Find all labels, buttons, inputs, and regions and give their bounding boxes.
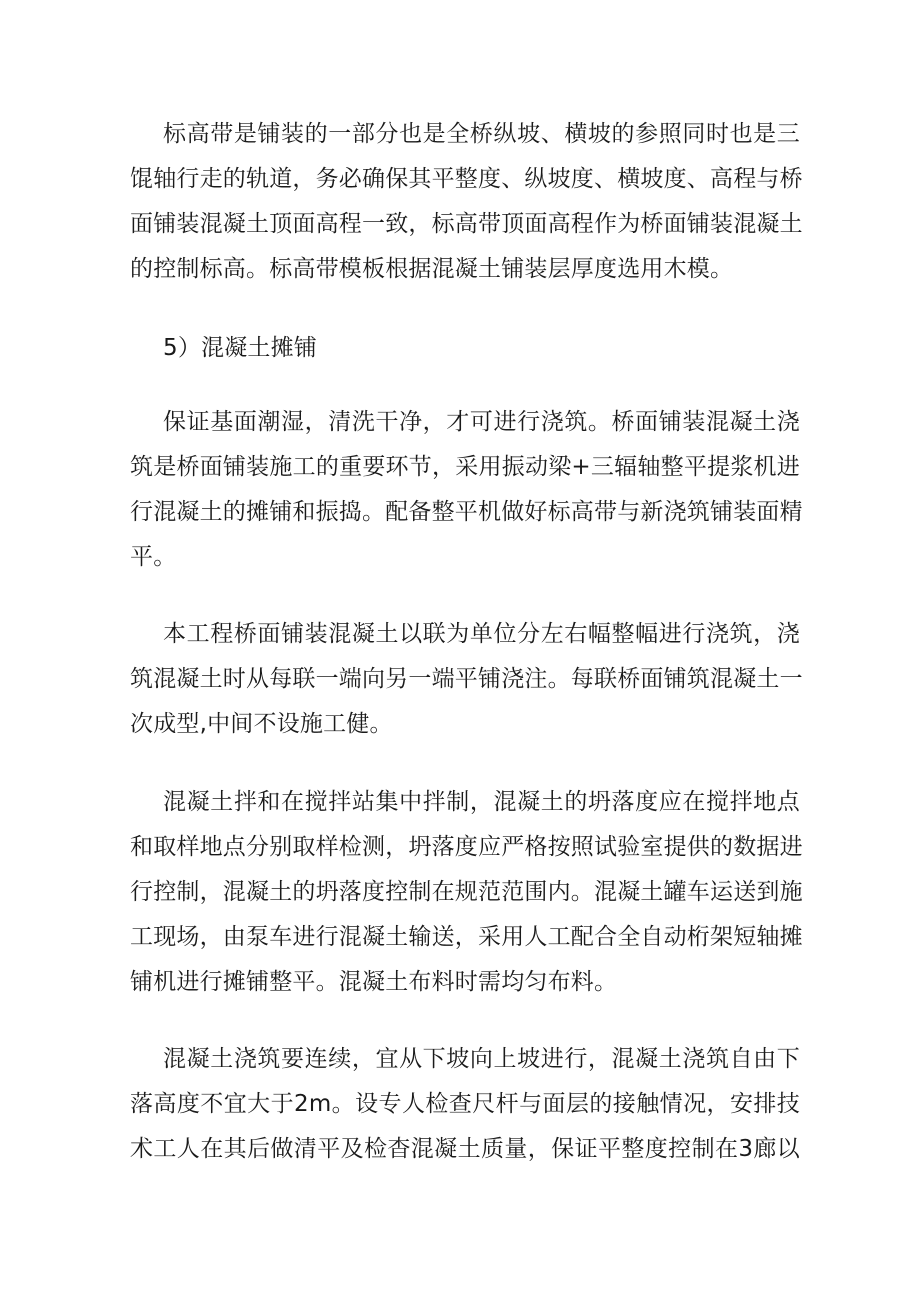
paragraph-4-line-1: 混凝土拌和在搅拌站集中拌制，混凝土的坍落度应在搅拌地点 (163, 789, 800, 815)
paragraph-3-line-2: 筑混凝土时从每联一端向另一端平铺浇注。每联桥面铺筑混凝土一 (130, 666, 803, 692)
section-heading: 5）混凝土摊铺 (163, 335, 318, 361)
paragraph-4-line-5: 铺机进行摊铺整平。混凝土布料时需均匀布料。 (130, 969, 618, 995)
paragraph-5-line-1: 混凝土浇筑要连续，宜从下坡向上坡进行，混凝土浇筑自由下 (163, 1046, 800, 1072)
paragraph-1-line-4: 的控制标高。标高带模板根据混凝土铺装层厚度选用木模。 (130, 256, 734, 282)
paragraph-4-line-4: 工现场，由泵车进行混凝土输送，采用人工配合全自动桁架短轴摊 (130, 924, 803, 950)
paragraph-4-line-3: 行控制，混凝土的坍落度控制在规范范围内。混凝土罐车运送到施 (130, 879, 803, 905)
paragraph-3-line-1: 本工程桥面铺装混凝土以联为单位分左右幅整幅进行浇筑，浇 (163, 621, 800, 647)
paragraph-1-line-3: 面铺装混凝土顶面高程一致，标高带顶面高程作为桥面铺装混凝土 (130, 211, 803, 237)
paragraph-2-line-3: 行混凝土的摊铺和振捣。配备整平机做好标高带与新浇筑铺装面精 (130, 499, 803, 525)
paragraph-2-line-1: 保证基面潮湿，清洗干净，才可进行浇筑。桥面铺装混凝土浇 (163, 409, 800, 435)
paragraph-1-line-2: 馄轴行走的轨道，务必确保其平整度、纵坡度、横坡度、高程与桥 (130, 166, 803, 192)
paragraph-3-line-3: 次成型,中间不设施工健。 (130, 711, 393, 737)
paragraph-1-line-1: 标高带是铺装的一部分也是全桥纵坡、横坡的参照同时也是三 (163, 121, 800, 147)
paragraph-5-line-2: 落高度不宜大于2m。设专人检查尺杆与面层的接触情况，安排技 (130, 1091, 800, 1117)
paragraph-5-line-3: 术工人在其后做清平及检杳混凝土质量，保证平整度控制在3廊以 (130, 1136, 800, 1162)
paragraph-2-line-2: 筑是桥面铺装施工的重要环节，采用振动梁+三辐轴整平提浆机进 (130, 454, 800, 480)
paragraph-4-line-2: 和取样地点分别取样检测，坍落度应严格按照试验室提供的数据进 (130, 834, 803, 860)
paragraph-2-line-4: 平。 (130, 544, 177, 570)
